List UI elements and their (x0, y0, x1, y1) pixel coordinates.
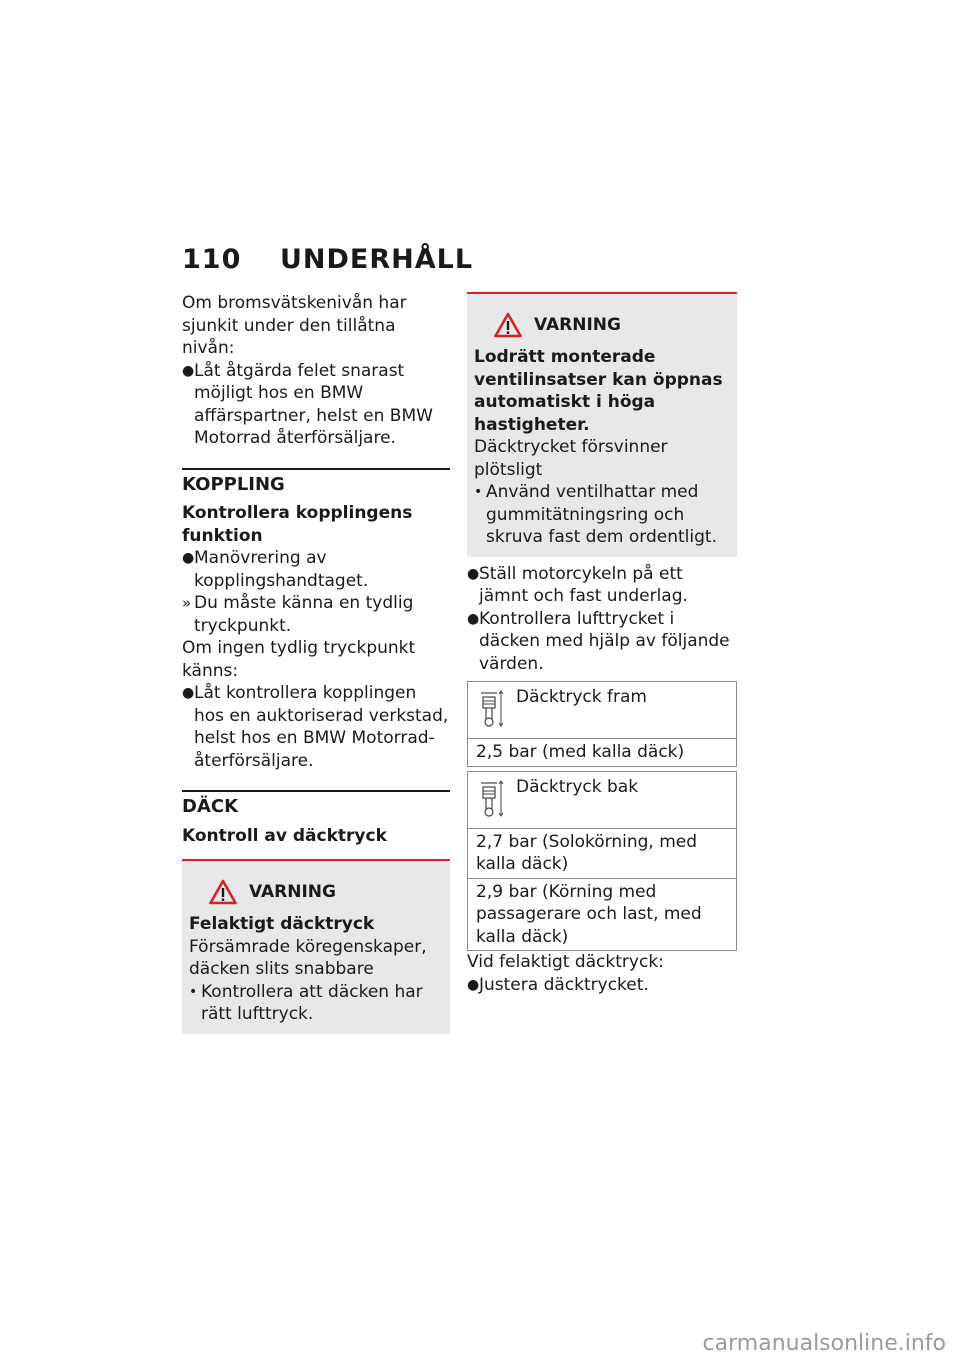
section-title-dack: DÄCK (182, 796, 239, 817)
warning-triangle-icon (494, 312, 522, 338)
warning-box-valve (467, 292, 737, 557)
section-koppling (182, 468, 450, 773)
warning-header (189, 871, 443, 913)
front-tire-pressure-table (467, 681, 737, 767)
list-item (467, 563, 737, 608)
clutch-step: Manövrering av kopplingshandtaget. (194, 548, 369, 591)
watermark: carmanualsonline.info (702, 1331, 946, 1356)
bullet-icon: ● (182, 685, 195, 701)
list-item (182, 592, 450, 637)
warning-heading: Lodrätt monterade ventilinsatser kan öppnas automatiskt i höga hastigheter. (474, 347, 723, 435)
clutch-condition: Om ingen tydlig tryckpunkt känns: (182, 638, 416, 681)
rear-tire-label: Däcktryck bak (516, 776, 639, 797)
warning-text: Däcktrycket försvinner plötsligt (474, 437, 668, 480)
warning-label: VARNING (534, 314, 621, 335)
warning-bullet: Kontrollera att däcken har rätt lufttryck. (201, 981, 423, 1024)
warning-text: Försämrade köregenskaper, däcken slits snabbare (189, 936, 427, 979)
bullet-icon: ● (182, 362, 195, 379)
list-item (182, 682, 450, 772)
bullet-icon: ● (467, 565, 480, 582)
bullet-icon: • (189, 983, 198, 1000)
tire-gauge-icon (468, 772, 516, 828)
result-arrow-icon: » (182, 594, 192, 612)
warning-bullet: Använd ventilhattar med gummitätningsring och skruva fast dem ordentligt. (486, 482, 717, 547)
front-tire-label: Däcktryck fram (516, 687, 647, 707)
table-row: 2,7 bar (Solokörning, med kalla däck) (476, 831, 697, 874)
section-dack (182, 790, 450, 1034)
list-item (189, 981, 443, 1026)
tire-step-check: Kontrollera lufttrycket i däcken med hjälp av följande värden. (479, 608, 730, 674)
table-row: 2,9 bar (Körning med passagerare och last, med kalla däck) (468, 878, 736, 951)
list-item (467, 974, 737, 997)
list-item (182, 360, 450, 450)
rear-tire-pressure-table (467, 771, 737, 952)
list-item (474, 481, 730, 549)
table-header (468, 772, 736, 829)
tire-step-surface: Ställ motorcykeln på ett jämnt och fast underlag. (479, 563, 688, 606)
page-title: UNDERHÅLL (280, 244, 474, 275)
right-column (467, 292, 737, 996)
warning-label: VARNING (249, 881, 336, 902)
warning-triangle-icon (209, 879, 237, 905)
clutch-action: Låt kontrollera kopplingen hos en auktoriserad verkstad, helst hos en BMW Motorrad-återförsäljare. (194, 683, 449, 771)
list-item (182, 547, 450, 592)
brake-fluid-bullet: Låt åtgärda felet snarast möjligt hos en BMW affärspartner, helst en BMW Motorrad återförsäljare. (194, 360, 433, 448)
page-number: 110 (182, 244, 242, 275)
bullet-icon: ● (467, 976, 480, 993)
bullet-icon: ● (182, 550, 195, 566)
page-header (182, 244, 474, 280)
warning-box-tire-pressure (182, 859, 450, 1034)
bullet-icon: ● (467, 610, 480, 627)
warning-heading: Felaktigt däcktryck (189, 914, 375, 934)
table-row: 2,5 bar (med kalla däck) (476, 742, 685, 762)
list-item (467, 608, 737, 676)
brake-fluid-intro: Om bromsvätskenivån har sjunkit under den tillåtna nivån: (182, 293, 407, 358)
subsection-title-tire-pressure: Kontroll av däcktryck (182, 825, 387, 846)
table-header (468, 682, 736, 739)
section-title-koppling: KOPPLING (182, 473, 285, 495)
subsection-title-clutch-check: Kontrollera kopplingens funktion (182, 503, 413, 546)
bullet-icon: • (474, 484, 483, 500)
tire-gauge-icon (468, 682, 516, 738)
clutch-result: Du måste känna en tydlig tryckpunkt. (194, 593, 414, 636)
tire-condition: Vid felaktigt däcktryck: (467, 952, 664, 972)
warning-header (474, 304, 730, 346)
left-column (182, 292, 450, 1034)
tire-adjust: Justera däcktrycket. (479, 974, 649, 995)
